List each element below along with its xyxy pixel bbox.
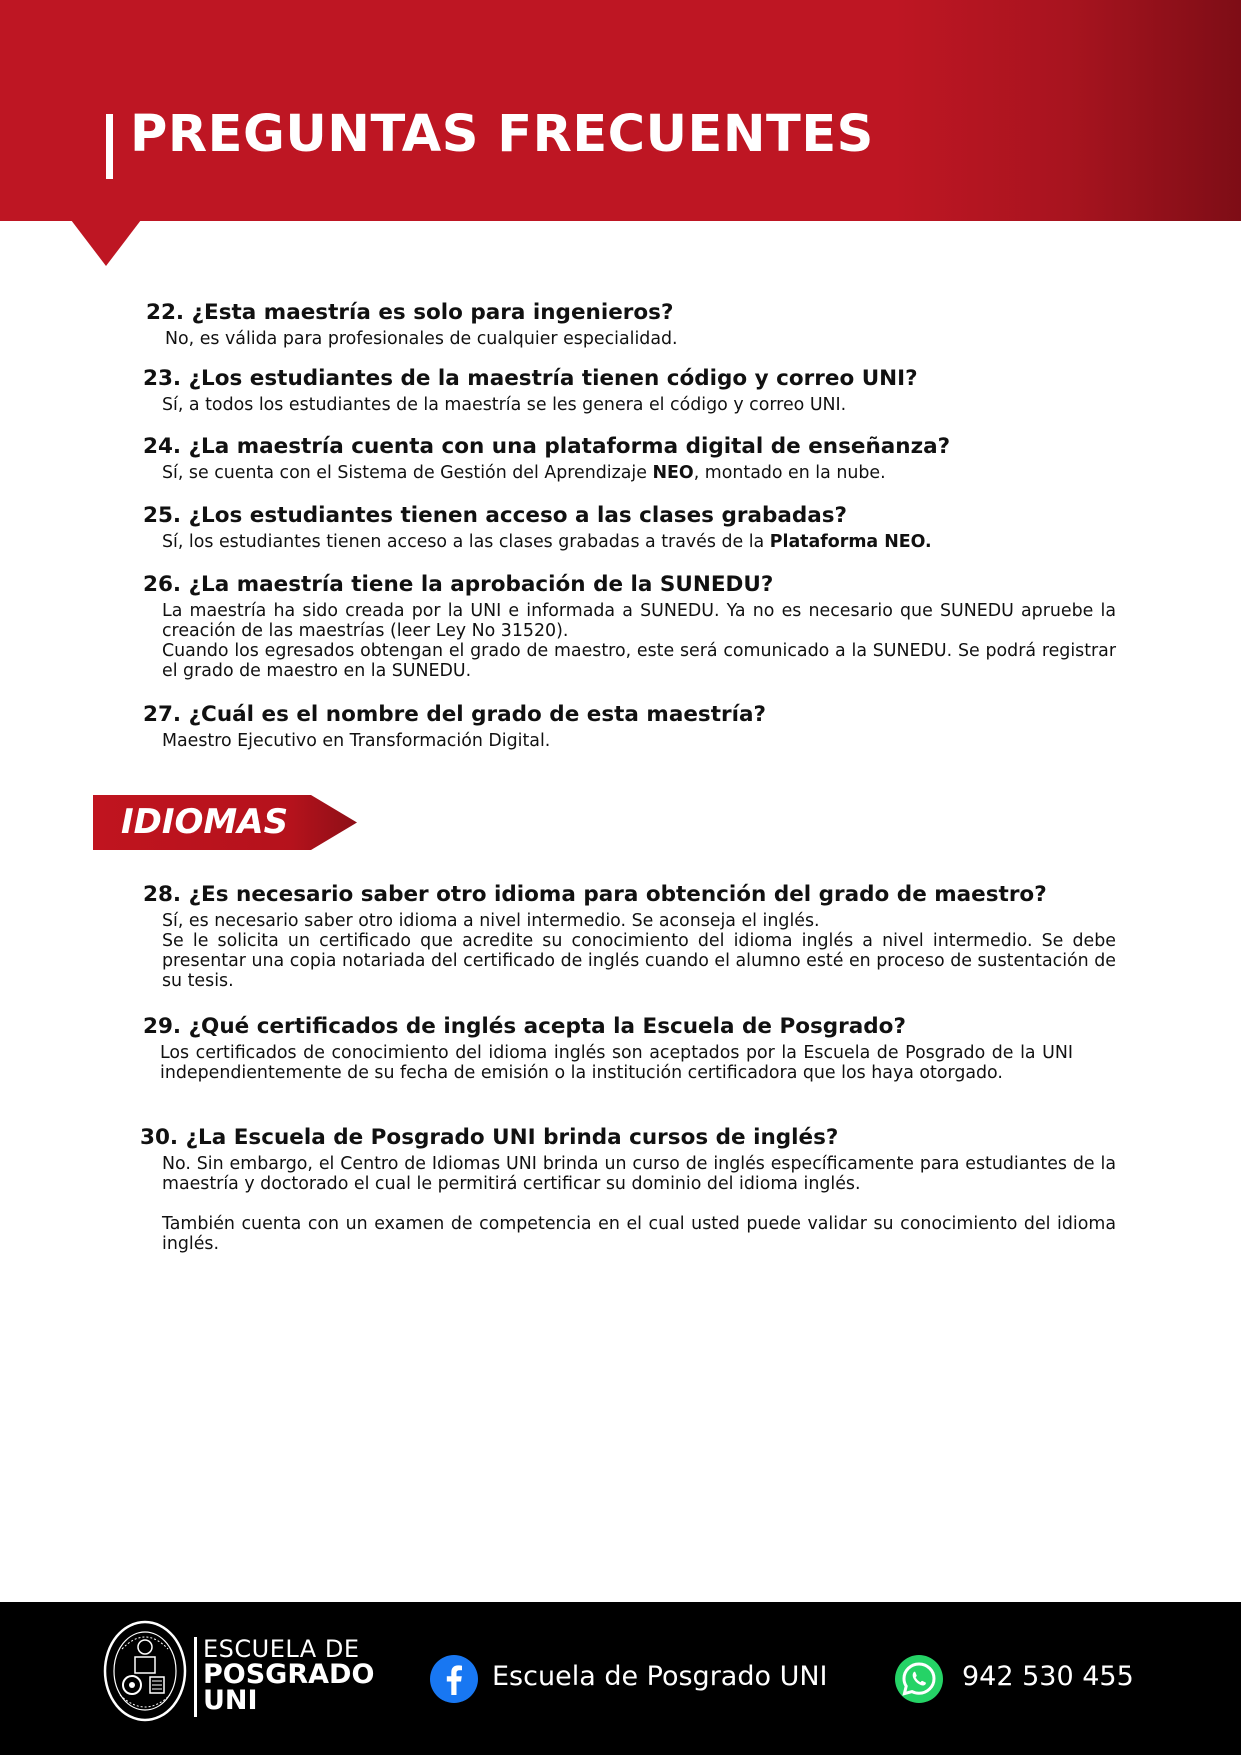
header-accent-bar <box>106 114 113 179</box>
faq-answer-text: , montado en la nube. <box>693 463 886 483</box>
faq-question: 28. ¿Es necesario saber otro idioma para obtención del grado de maestro? <box>143 882 1047 907</box>
section-title: IDIOMAS <box>121 802 289 842</box>
faq-answer-text: No, es válida para profesionales de cualquier especialidad. <box>165 329 678 349</box>
faq-answer-paragraph: Sí, es necesario saber otro idioma a nivel intermedio. Se aconseja el inglés. <box>162 911 820 931</box>
faq-answer <box>162 532 1143 552</box>
faq-question: 24. ¿La maestría cuenta con una plataforma digital de enseñanza? <box>143 434 951 459</box>
faq-question: 26. ¿La maestría tiene la aprobación de la SUNEDU? <box>143 572 774 597</box>
section-banner-idiomas <box>93 795 358 850</box>
faq-answer <box>162 463 1143 483</box>
faq-item-28 <box>143 881 1116 991</box>
faq-item-25 <box>143 502 1143 552</box>
faq-question: 22. ¿Esta maestría es solo para ingenieros? <box>146 300 674 325</box>
logo-line-1: ESCUELA DE <box>203 1635 360 1663</box>
school-logo-text <box>203 1636 374 1714</box>
facebook-link[interactable]: Escuela de Posgrado UNI <box>492 1661 828 1692</box>
faq-item-29 <box>143 1013 1073 1083</box>
faq-answer <box>162 731 1143 751</box>
faq-answer <box>162 601 1116 681</box>
faq-answer-text: Sí, a todos los estudiantes de la maestría se les genera el código y correo UNI. <box>162 395 847 415</box>
faq-answer-paragraph: La maestría ha sido creada por la UNI e informada a SUNEDU. Ya no es necesario que SUNEDU apruebe la creación de las maestrías (leer Ley No 31520). <box>162 601 1116 641</box>
faq-answer-paragraph: No. Sin embargo, el Centro de Idiomas UNI brinda un curso de inglés específicamente para estudiantes de la maestría y doctorado el cual le permitirá certificar su dominio del idioma inglés. <box>162 1154 1116 1194</box>
university-seal-icon <box>102 1619 188 1723</box>
faq-answer-emphasis: Plataforma NEO. <box>769 532 932 552</box>
faq-item-24 <box>143 433 1143 483</box>
logo-line-3: UNI <box>203 1685 258 1716</box>
header-banner <box>0 0 1241 221</box>
faq-question: 25. ¿Los estudiantes tienen acceso a las clases grabadas? <box>143 503 848 528</box>
faq-question: 30. ¿La Escuela de Posgrado UNI brinda cursos de inglés? <box>140 1125 839 1150</box>
faq-answer-paragraph: También cuenta con un examen de competencia en el cual usted puede validar su conocimiento del idioma inglés. <box>162 1214 1116 1254</box>
faq-question: 29. ¿Qué certificados de inglés acepta la Escuela de Posgrado? <box>143 1014 906 1039</box>
faq-question: 27. ¿Cuál es el nombre del grado de esta maestría? <box>143 702 766 727</box>
whatsapp-icon[interactable] <box>894 1654 944 1704</box>
whatsapp-phone[interactable]: 942 530 455 <box>962 1661 1134 1692</box>
faq-answer-emphasis: NEO <box>652 463 694 483</box>
faq-answer <box>160 1043 1073 1083</box>
faq-answer-text: Sí, los estudiantes tienen acceso a las clases grabadas a través de la <box>162 532 770 552</box>
faq-answer-paragraph: Se le solicita un certificado que acredite su conocimiento del idioma inglés a nivel intermedio. Se debe presentar una copia notariada del certificado de inglés cuando el alumno esté en proceso de sustentación de su tesis. <box>162 931 1116 991</box>
faq-answer-text: Sí, se cuenta con el Sistema de Gestión del Aprendizaje <box>162 463 653 483</box>
faq-answer <box>162 1154 1116 1254</box>
header-notch <box>71 220 141 266</box>
faq-item-22 <box>146 299 1146 349</box>
faq-item-23 <box>143 365 1143 415</box>
faq-answer-paragraph: Los certificados de conocimiento del idioma inglés son aceptados por la Escuela de Posgrado de la UNI independientemente de su fecha de emisión o la institución certificadora que los haya otorgado. <box>160 1043 1073 1083</box>
faq-question: 23. ¿Los estudiantes de la maestría tienen código y correo UNI? <box>143 366 918 391</box>
faq-item-30 <box>140 1124 1116 1254</box>
logo-divider <box>194 1637 197 1717</box>
faq-answer-text: Maestro Ejecutivo en Transformación Digital. <box>162 731 551 751</box>
faq-item-27 <box>143 701 1143 751</box>
faq-answer <box>165 329 1146 349</box>
faq-answer <box>162 395 1143 415</box>
footer <box>0 1602 1241 1755</box>
facebook-icon[interactable] <box>429 1654 479 1704</box>
logo-line-2: POSGRADO <box>203 1659 375 1690</box>
faq-answer <box>162 911 1116 991</box>
page-title: PREGUNTAS FRECUENTES <box>130 105 874 164</box>
faq-answer-paragraph: Cuando los egresados obtengan el grado de maestro, este será comunicado a la SUNEDU. Se podrá registrar el grado de maestro en la SUNEDU. <box>162 641 1116 681</box>
faq-item-26 <box>143 571 1116 681</box>
